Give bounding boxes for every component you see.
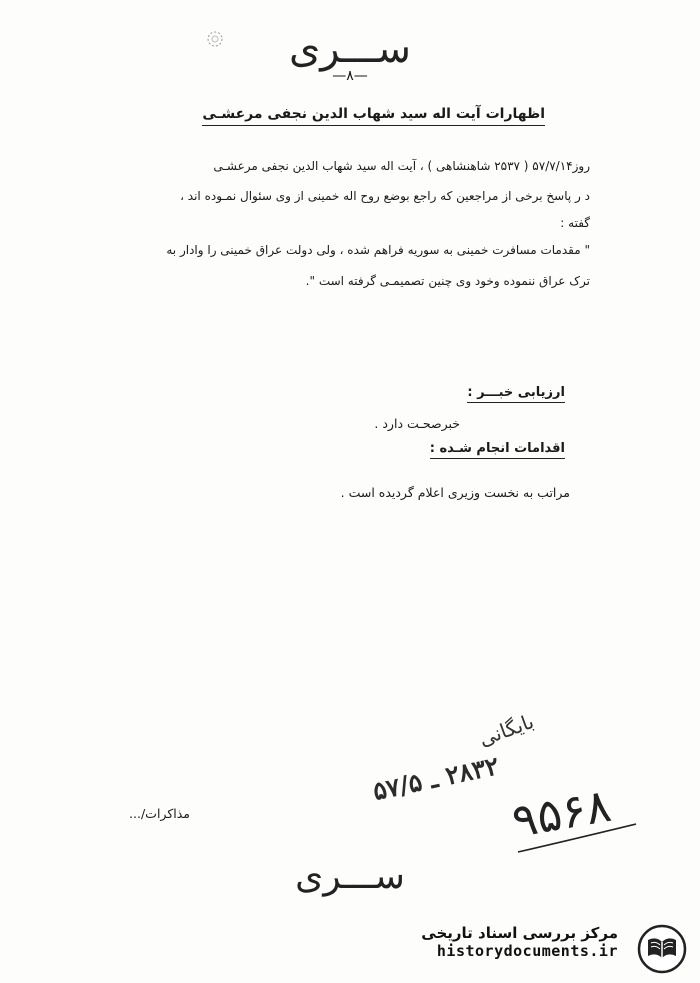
body-line: " مقدمات مسافرت خمینی به سوریه فراهم شده ، ولی دولت عراق خمینی را وادار به [166, 243, 590, 257]
handwritten-note-reference: ۲۸۳۲ ـ ۵۷/۵ [370, 751, 502, 806]
footer-label: مذاکرات/... [129, 806, 190, 821]
document-title: اظهارات آیت اله سید شهاب الدین نجفی مرعشـی [202, 106, 545, 126]
watermark-name: مرکز بررسی اسناد تاریخی [421, 924, 618, 942]
actions-text: مراتب به نخست وزیری اعلام گردیده است . [340, 485, 570, 500]
watermark-url: historydocuments.ir [436, 942, 618, 960]
body-line: گفته : [560, 216, 590, 230]
handwritten-note-archive: بایگانی [475, 709, 538, 751]
body-line: د ر پاسخ برخی از مراجعین که راجع بوضع روح اله خمینی از وی سئوال نمـوده اند ، [180, 189, 590, 203]
classification-top: ســـری [288, 26, 412, 72]
actions-label: اقدامات انجام شـده : [430, 441, 565, 459]
handwritten-underline [508, 777, 640, 860]
handwritten-number: ۹۵۶۸ [508, 777, 615, 849]
classification-bottom: ســـری [295, 856, 405, 897]
evaluation-label: ارزیابی خبـــر : [467, 385, 565, 403]
body-line: روز۵۷/۷/۱۴ ( ۲۵۳۷ شاهنشاهی ) ، آیت اله سید شهاب الدین نجفی مرعشـی [213, 159, 590, 173]
evaluation-text: خبرصحـت دارد . [374, 416, 460, 431]
watermark-text [421, 924, 618, 960]
body-line: ترک عراق ننموده وخود وی چنین تصمیمـی گرفته است ". [305, 274, 590, 288]
watermark [398, 924, 688, 974]
page-number: —۸— [332, 68, 368, 84]
book-logo-icon [636, 924, 688, 974]
